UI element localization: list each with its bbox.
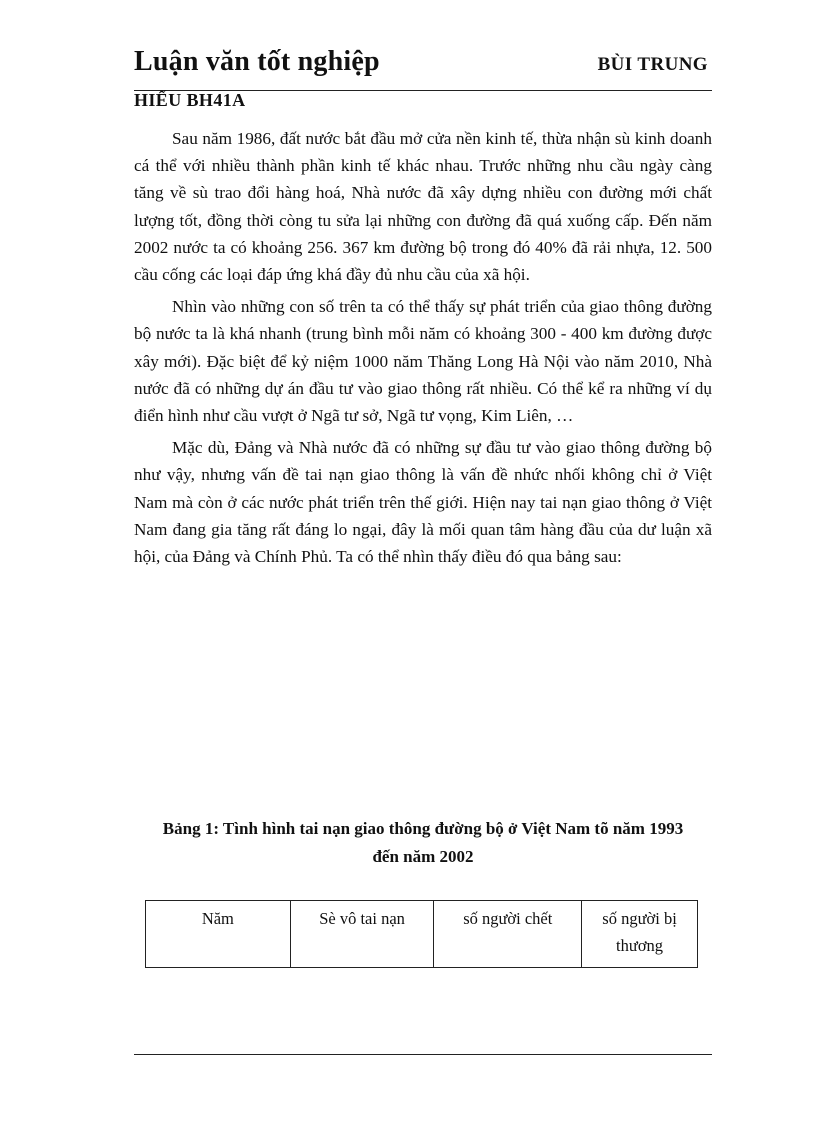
table-caption-line: đến năm 2002 <box>372 847 474 866</box>
body-text <box>134 125 712 575</box>
column-header-accidents: Sè vô tai nạn <box>290 901 434 968</box>
paragraph: Mặc dù, Đảng và Nhà nước đã có những sự đầu tư vào giao thông đường bộ như vậy, nhưng vấn đề tai nạn giao thông là vấn đề nhức nhối không chỉ ở Việt Nam mà còn ở các nước phát triển trên thế giới. Hiện nay tai nạn giao thông ở Việt Nam đang gia tăng rất đáng lo ngại, đây là mối quan tâm hàng đầu của dư luận xã hội, của Đảng và Chính Phủ. Ta có thể nhìn thấy điều đó qua bảng sau: <box>134 438 712 567</box>
table-caption <box>120 815 726 871</box>
column-header-deaths: số người chết <box>434 901 582 968</box>
paragraph: Sau năm 1986, đất nước bắt đầu mở cửa nền kinh tế, thừa nhận sù kinh doanh cá thể với nhiều thành phần kinh tế khác nhau. Trước những nhu cầu ngày càng tăng về sù trao đổi hàng hoá, Nhà nước đã xây dựng nhiều con đường mới chất lượng tốt, đồng thời còng tu sửa lại những con đường đã quá xuống cấp. Đến năm 2002 nước ta có khoảng 256. 367 km đường bộ trong đó 40% đã rải nhựa, 12. 500 cầu cống các loại đáp ứng khá đầy đủ nhu cầu của xã hội. <box>134 129 712 285</box>
paragraph: Nhìn vào những con số trên ta có thể thấy sự phát triển của giao thông đường bộ nước ta là khá nhanh (trung bình mỗi năm có khoảng 300 - 400 km đường được xây mới). Đặc biệt để kỷ niệm 1000 năm Thăng Long Hà Nội vào năm 2010, Nhà nước đã có những dự án đầu tư vào giao thông rất nhiều. Có thể kể ra những ví dụ điển hình như cầu vượt ở Ngã tư sở, Ngã tư vọng, Kim Liên, … <box>134 297 712 426</box>
column-header-injured: số người bị thương <box>582 901 698 968</box>
header-title: Luận văn tốt nghiệp <box>134 46 380 77</box>
footer-divider <box>134 1054 712 1055</box>
accident-table <box>145 900 698 968</box>
table-caption-line: Bảng 1: Tình hình tai nạn giao thông đường bộ ở Việt Nam tõ năm 1993 <box>162 819 684 838</box>
table-header-row <box>146 901 698 968</box>
header-author-continuation: HIẾU BH41A <box>134 90 246 110</box>
header-author: BÙI TRUNG <box>597 54 708 75</box>
page-header <box>134 44 712 91</box>
column-header-year: Năm <box>146 901 291 968</box>
